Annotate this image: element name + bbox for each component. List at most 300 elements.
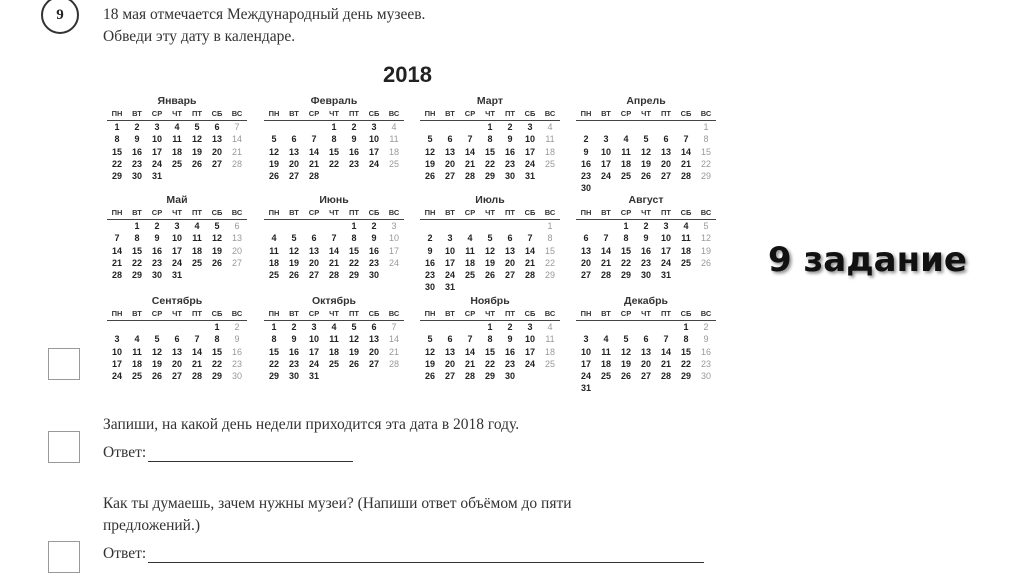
day-cell[interactable]: 4 xyxy=(331,322,337,332)
day-cell[interactable]: 11 xyxy=(329,334,339,345)
day-cell[interactable]: 5 xyxy=(427,334,433,345)
day-cell[interactable]: 15 xyxy=(700,146,711,157)
day-cell[interactable]: 24 xyxy=(524,158,535,169)
day-cell[interactable]: 19 xyxy=(268,158,279,169)
day-cell[interactable]: 6 xyxy=(447,134,453,145)
day-cell[interactable]: 14 xyxy=(660,346,671,357)
day-cell[interactable]: 18 xyxy=(191,245,202,256)
day-cell[interactable]: 18 xyxy=(680,245,691,256)
day-cell[interactable]: 27 xyxy=(444,171,455,182)
day-cell[interactable]: 23 xyxy=(424,270,435,281)
day-cell[interactable]: 21 xyxy=(524,257,535,268)
day-cell[interactable]: 5 xyxy=(271,134,277,145)
day-cell[interactable]: 8 xyxy=(547,233,553,244)
day-cell[interactable]: 25 xyxy=(328,358,339,369)
day-cell[interactable]: 30 xyxy=(368,270,379,281)
day-cell[interactable]: 6 xyxy=(234,221,240,231)
day-cell[interactable]: 26 xyxy=(348,358,359,369)
day-cell[interactable]: 31 xyxy=(171,270,182,281)
day-cell[interactable]: 8 xyxy=(487,134,493,145)
day-cell[interactable]: 20 xyxy=(444,358,455,369)
day-cell[interactable]: 8 xyxy=(683,334,689,345)
day-cell[interactable]: 7 xyxy=(527,233,533,244)
day-cell[interactable]: 9 xyxy=(507,334,513,345)
day-cell[interactable]: 30 xyxy=(151,270,162,281)
day-cell[interactable]: 12 xyxy=(424,346,435,357)
day-cell[interactable]: 17 xyxy=(524,146,535,157)
day-cell[interactable]: 26 xyxy=(424,371,435,382)
day-cell[interactable]: 27 xyxy=(231,257,242,268)
day-cell[interactable]: 21 xyxy=(680,158,691,169)
day-cell[interactable]: 7 xyxy=(683,134,689,145)
day-cell[interactable]: 21 xyxy=(191,358,202,369)
day-cell[interactable]: 12 xyxy=(268,146,279,157)
day-cell[interactable]: 29 xyxy=(620,270,631,281)
day-cell[interactable]: 10 xyxy=(444,245,455,256)
day-cell[interactable]: 1 xyxy=(331,122,337,132)
day-cell[interactable]: 2 xyxy=(427,233,433,244)
day-cell[interactable]: 17 xyxy=(524,346,535,357)
day-cell[interactable]: 10 xyxy=(171,233,182,244)
day-cell[interactable]: 7 xyxy=(234,122,240,132)
day-cell[interactable]: 16 xyxy=(504,346,515,357)
day-cell[interactable]: 24 xyxy=(111,371,122,382)
day-cell[interactable]: 9 xyxy=(351,134,357,145)
day-cell[interactable]: 28 xyxy=(111,270,122,281)
day-cell[interactable]: 24 xyxy=(308,358,319,369)
day-cell[interactable]: 14 xyxy=(464,346,475,357)
day-cell[interactable]: 10 xyxy=(660,233,671,244)
day-cell[interactable]: 2 xyxy=(291,322,297,332)
day-cell[interactable]: 10 xyxy=(111,346,122,357)
day-cell[interactable]: 4 xyxy=(174,122,180,132)
task2-answer-line[interactable] xyxy=(148,546,704,563)
day-cell[interactable]: 26 xyxy=(424,171,435,182)
day-cell[interactable]: 3 xyxy=(527,322,533,332)
day-cell[interactable]: 8 xyxy=(487,334,493,345)
day-cell[interactable]: 22 xyxy=(484,358,495,369)
day-cell[interactable]: 24 xyxy=(151,158,162,169)
day-cell[interactable]: 26 xyxy=(620,371,631,382)
day-cell[interactable]: 11 xyxy=(389,134,399,145)
day-cell[interactable]: 28 xyxy=(600,270,611,281)
day-cell[interactable]: 24 xyxy=(600,171,611,182)
day-cell[interactable]: 23 xyxy=(348,158,359,169)
day-cell[interactable]: 21 xyxy=(111,257,122,268)
day-cell[interactable]: 15 xyxy=(328,146,339,157)
day-cell[interactable]: 6 xyxy=(311,233,317,244)
day-cell[interactable]: 12 xyxy=(191,134,202,145)
day-cell[interactable]: 5 xyxy=(643,134,649,145)
day-cell[interactable]: 18 xyxy=(620,158,631,169)
day-cell[interactable]: 11 xyxy=(172,134,182,145)
day-cell[interactable]: 2 xyxy=(154,221,160,231)
day-cell[interactable]: 4 xyxy=(391,122,397,132)
day-cell[interactable]: 25 xyxy=(191,257,202,268)
day-cell[interactable]: 3 xyxy=(154,122,160,132)
day-cell[interactable]: 25 xyxy=(131,371,142,382)
day-cell[interactable]: 12 xyxy=(211,233,222,244)
day-cell[interactable]: 19 xyxy=(151,358,162,369)
day-cell[interactable]: 6 xyxy=(583,233,589,244)
day-cell[interactable]: 7 xyxy=(194,334,200,345)
day-cell[interactable]: 18 xyxy=(544,346,555,357)
day-cell[interactable]: 5 xyxy=(427,134,433,145)
day-cell[interactable]: 20 xyxy=(504,257,515,268)
day-cell[interactable]: 26 xyxy=(211,257,222,268)
day-cell[interactable]: 11 xyxy=(545,134,555,145)
day-cell[interactable]: 18 xyxy=(171,146,182,157)
answer-box-2[interactable] xyxy=(48,431,80,463)
day-cell[interactable]: 2 xyxy=(351,122,357,132)
day-cell[interactable]: 25 xyxy=(171,158,182,169)
day-cell[interactable]: 17 xyxy=(151,146,162,157)
day-cell[interactable]: 29 xyxy=(211,371,222,382)
day-cell[interactable]: 11 xyxy=(545,334,555,345)
day-cell[interactable]: 28 xyxy=(680,171,691,182)
day-cell[interactable]: 5 xyxy=(194,122,200,132)
day-cell[interactable]: 29 xyxy=(111,171,122,182)
day-cell[interactable]: 11 xyxy=(681,233,691,244)
day-cell[interactable]: 13 xyxy=(288,146,299,157)
day-cell[interactable]: 14 xyxy=(191,346,202,357)
day-cell[interactable]: 8 xyxy=(331,134,337,145)
day-cell[interactable]: 14 xyxy=(680,146,691,157)
day-cell[interactable]: 25 xyxy=(388,158,399,169)
day-cell[interactable]: 1 xyxy=(114,122,120,132)
day-cell[interactable]: 10 xyxy=(600,146,611,157)
day-cell[interactable]: 28 xyxy=(660,371,671,382)
day-cell[interactable]: 30 xyxy=(288,371,299,382)
day-cell[interactable]: 22 xyxy=(620,257,631,268)
day-cell[interactable]: 31 xyxy=(524,171,535,182)
day-cell[interactable]: 30 xyxy=(700,371,711,382)
day-cell[interactable]: 21 xyxy=(308,158,319,169)
day-cell[interactable]: 19 xyxy=(484,257,495,268)
day-cell[interactable]: 5 xyxy=(703,221,709,231)
day-cell[interactable]: 28 xyxy=(388,358,399,369)
day-cell[interactable]: 28 xyxy=(464,171,475,182)
day-cell[interactable]: 12 xyxy=(700,233,711,244)
day-cell[interactable]: 14 xyxy=(524,245,535,256)
day-cell[interactable]: 12 xyxy=(484,245,495,256)
day-cell[interactable]: 9 xyxy=(703,334,709,345)
day-cell[interactable]: 17 xyxy=(388,245,399,256)
day-cell[interactable]: 1 xyxy=(134,221,140,231)
day-cell[interactable]: 14 xyxy=(308,146,319,157)
day-cell[interactable]: 24 xyxy=(524,358,535,369)
day-cell[interactable]: 2 xyxy=(134,122,140,132)
day-cell[interactable]: 18 xyxy=(268,257,279,268)
day-cell[interactable]: 21 xyxy=(231,146,242,157)
day-cell[interactable]: 16 xyxy=(640,245,651,256)
day-cell[interactable]: 17 xyxy=(444,257,455,268)
day-cell[interactable]: 8 xyxy=(351,233,357,244)
day-cell[interactable]: 28 xyxy=(308,171,319,182)
day-cell[interactable]: 19 xyxy=(620,358,631,369)
day-cell[interactable]: 4 xyxy=(623,134,629,145)
day-cell[interactable]: 29 xyxy=(484,171,495,182)
day-cell[interactable]: 26 xyxy=(700,257,711,268)
day-cell[interactable]: 16 xyxy=(131,146,142,157)
day-cell[interactable]: 9 xyxy=(583,146,589,157)
day-cell[interactable]: 22 xyxy=(700,158,711,169)
day-cell[interactable]: 24 xyxy=(368,158,379,169)
day-cell[interactable]: 11 xyxy=(132,346,142,357)
day-cell[interactable]: 1 xyxy=(547,221,553,231)
day-cell[interactable]: 31 xyxy=(444,282,455,293)
day-cell[interactable]: 20 xyxy=(368,346,379,357)
day-cell[interactable]: 27 xyxy=(444,371,455,382)
day-cell[interactable]: 20 xyxy=(171,358,182,369)
day-cell[interactable]: 3 xyxy=(311,322,317,332)
day-cell[interactable]: 27 xyxy=(288,171,299,182)
day-cell[interactable]: 18 xyxy=(544,146,555,157)
day-cell[interactable]: 19 xyxy=(424,358,435,369)
day-cell[interactable]: 10 xyxy=(368,134,379,145)
day-cell[interactable]: 15 xyxy=(544,245,555,256)
day-cell[interactable]: 12 xyxy=(151,346,162,357)
day-cell[interactable]: 15 xyxy=(211,346,222,357)
day-cell[interactable]: 27 xyxy=(171,371,182,382)
day-cell[interactable]: 14 xyxy=(231,134,242,145)
day-cell[interactable]: 1 xyxy=(487,122,493,132)
day-cell[interactable]: 13 xyxy=(444,146,455,157)
day-cell[interactable]: 9 xyxy=(134,134,140,145)
day-cell[interactable]: 19 xyxy=(191,146,202,157)
day-cell[interactable]: 6 xyxy=(291,134,297,145)
day-cell[interactable]: 16 xyxy=(231,346,242,357)
day-cell[interactable]: 21 xyxy=(464,358,475,369)
day-cell[interactable]: 23 xyxy=(580,171,591,182)
day-cell[interactable]: 7 xyxy=(663,334,669,345)
day-cell[interactable]: 12 xyxy=(620,346,631,357)
day-cell[interactable]: 13 xyxy=(660,146,671,157)
day-cell[interactable]: 9 xyxy=(291,334,297,345)
day-cell[interactable]: 13 xyxy=(504,245,515,256)
day-cell[interactable]: 30 xyxy=(424,282,435,293)
day-cell[interactable]: 17 xyxy=(368,146,379,157)
day-cell[interactable]: 2 xyxy=(583,134,589,145)
day-cell[interactable]: 29 xyxy=(680,371,691,382)
day-cell[interactable]: 21 xyxy=(464,158,475,169)
day-cell[interactable]: 29 xyxy=(484,371,495,382)
day-cell[interactable]: 3 xyxy=(527,122,533,132)
day-cell[interactable]: 13 xyxy=(640,346,651,357)
day-cell[interactable]: 22 xyxy=(211,358,222,369)
day-cell[interactable]: 4 xyxy=(134,334,140,345)
day-cell[interactable]: 22 xyxy=(328,158,339,169)
answer-box-3[interactable] xyxy=(48,541,80,573)
day-cell[interactable]: 7 xyxy=(331,233,337,244)
day-cell[interactable]: 28 xyxy=(191,371,202,382)
day-cell[interactable]: 12 xyxy=(348,334,359,345)
day-cell[interactable]: 8 xyxy=(623,233,629,244)
day-cell[interactable]: 23 xyxy=(131,158,142,169)
day-cell[interactable]: 25 xyxy=(544,158,555,169)
day-cell[interactable]: 19 xyxy=(424,158,435,169)
day-cell[interactable]: 1 xyxy=(271,322,277,332)
day-cell[interactable]: 22 xyxy=(484,158,495,169)
day-cell[interactable]: 22 xyxy=(111,158,122,169)
day-cell[interactable]: 27 xyxy=(640,371,651,382)
day-cell[interactable]: 11 xyxy=(465,245,475,256)
day-cell[interactable]: 23 xyxy=(368,257,379,268)
day-cell[interactable]: 31 xyxy=(660,270,671,281)
day-cell[interactable]: 3 xyxy=(174,221,180,231)
day-cell[interactable]: 15 xyxy=(131,245,142,256)
day-cell[interactable]: 4 xyxy=(271,233,277,244)
day-cell[interactable]: 10 xyxy=(308,334,319,345)
day-cell[interactable]: 6 xyxy=(507,233,513,244)
day-cell[interactable]: 9 xyxy=(427,245,433,256)
day-cell[interactable]: 8 xyxy=(214,334,220,345)
day-cell[interactable]: 23 xyxy=(231,358,242,369)
day-cell[interactable]: 13 xyxy=(444,346,455,357)
day-cell[interactable]: 6 xyxy=(663,134,669,145)
day-cell[interactable]: 10 xyxy=(580,346,591,357)
day-cell[interactable]: 9 xyxy=(154,233,160,244)
day-cell[interactable]: 15 xyxy=(680,346,691,357)
day-cell[interactable]: 11 xyxy=(621,146,631,157)
day-cell[interactable]: 3 xyxy=(391,221,397,231)
day-cell[interactable]: 2 xyxy=(371,221,377,231)
day-cell[interactable]: 6 xyxy=(174,334,180,345)
day-cell[interactable]: 24 xyxy=(171,257,182,268)
day-cell[interactable]: 6 xyxy=(643,334,649,345)
day-cell[interactable]: 11 xyxy=(601,346,611,357)
day-cell[interactable]: 16 xyxy=(368,245,379,256)
day-cell[interactable]: 11 xyxy=(192,233,202,244)
day-cell[interactable]: 4 xyxy=(603,334,609,345)
day-cell[interactable]: 5 xyxy=(623,334,629,345)
day-cell[interactable]: 30 xyxy=(640,270,651,281)
day-cell[interactable]: 30 xyxy=(131,171,142,182)
day-cell[interactable]: 19 xyxy=(640,158,651,169)
day-cell[interactable]: 2 xyxy=(507,122,513,132)
day-cell[interactable]: 21 xyxy=(600,257,611,268)
day-cell[interactable]: 16 xyxy=(700,346,711,357)
day-cell[interactable]: 20 xyxy=(444,158,455,169)
day-cell[interactable]: 17 xyxy=(308,346,319,357)
day-cell[interactable]: 15 xyxy=(348,245,359,256)
day-cell[interactable]: 28 xyxy=(464,371,475,382)
day-cell[interactable]: 2 xyxy=(643,221,649,231)
day-cell[interactable]: 29 xyxy=(268,371,279,382)
day-cell[interactable]: 5 xyxy=(154,334,160,345)
day-cell[interactable]: 8 xyxy=(703,134,709,145)
day-cell[interactable]: 21 xyxy=(328,257,339,268)
day-cell[interactable]: 15 xyxy=(620,245,631,256)
day-cell[interactable]: 13 xyxy=(231,233,242,244)
day-cell[interactable]: 9 xyxy=(371,233,377,244)
day-cell[interactable]: 11 xyxy=(269,245,279,256)
day-cell[interactable]: 7 xyxy=(114,233,120,244)
day-cell[interactable]: 13 xyxy=(580,245,591,256)
day-cell[interactable]: 10 xyxy=(388,233,399,244)
day-cell[interactable]: 3 xyxy=(583,334,589,345)
day-cell[interactable]: 21 xyxy=(660,358,671,369)
day-cell[interactable]: 3 xyxy=(447,233,453,244)
day-cell[interactable]: 22 xyxy=(131,257,142,268)
day-cell[interactable]: 27 xyxy=(580,270,591,281)
day-cell[interactable]: 13 xyxy=(211,134,222,145)
day-cell[interactable]: 6 xyxy=(447,334,453,345)
day-cell[interactable]: 9 xyxy=(234,334,240,345)
day-cell[interactable]: 14 xyxy=(111,245,122,256)
day-cell[interactable]: 19 xyxy=(348,346,359,357)
day-cell[interactable]: 19 xyxy=(700,245,711,256)
day-cell[interactable]: 14 xyxy=(388,334,399,345)
day-cell[interactable]: 6 xyxy=(371,322,377,332)
day-cell[interactable]: 20 xyxy=(288,158,299,169)
day-cell[interactable]: 2 xyxy=(703,322,709,332)
day-cell[interactable]: 21 xyxy=(388,346,399,357)
day-cell[interactable]: 3 xyxy=(663,221,669,231)
day-cell[interactable]: 4 xyxy=(547,122,553,132)
day-cell[interactable]: 7 xyxy=(467,334,473,345)
day-cell[interactable]: 4 xyxy=(547,322,553,332)
day-cell[interactable]: 7 xyxy=(467,134,473,145)
day-cell[interactable]: 27 xyxy=(211,158,222,169)
day-cell[interactable]: 18 xyxy=(388,146,399,157)
day-cell[interactable]: 29 xyxy=(131,270,142,281)
day-cell[interactable]: 30 xyxy=(504,171,515,182)
day-cell[interactable]: 18 xyxy=(328,346,339,357)
day-cell[interactable]: 8 xyxy=(271,334,277,345)
day-cell[interactable]: 5 xyxy=(291,233,297,244)
day-cell[interactable]: 15 xyxy=(268,346,279,357)
day-cell[interactable]: 31 xyxy=(308,371,319,382)
day-cell[interactable]: 4 xyxy=(683,221,689,231)
day-cell[interactable]: 3 xyxy=(603,134,609,145)
day-cell[interactable]: 25 xyxy=(620,171,631,182)
day-cell[interactable]: 28 xyxy=(328,270,339,281)
day-cell[interactable]: 23 xyxy=(151,257,162,268)
day-cell[interactable]: 16 xyxy=(424,257,435,268)
day-cell[interactable]: 14 xyxy=(328,245,339,256)
day-cell[interactable]: 1 xyxy=(703,122,709,132)
day-cell[interactable]: 20 xyxy=(308,257,319,268)
day-cell[interactable]: 2 xyxy=(507,322,513,332)
day-cell[interactable]: 9 xyxy=(507,134,513,145)
day-cell[interactable]: 15 xyxy=(484,146,495,157)
day-cell[interactable]: 17 xyxy=(171,245,182,256)
day-cell[interactable]: 18 xyxy=(600,358,611,369)
day-cell[interactable]: 4 xyxy=(467,233,473,244)
day-cell[interactable]: 1 xyxy=(683,322,689,332)
day-cell[interactable]: 23 xyxy=(504,158,515,169)
day-cell[interactable]: 24 xyxy=(444,270,455,281)
day-cell[interactable]: 22 xyxy=(544,257,555,268)
day-cell[interactable]: 26 xyxy=(268,171,279,182)
day-cell[interactable]: 26 xyxy=(288,270,299,281)
day-cell[interactable]: 19 xyxy=(288,257,299,268)
day-cell[interactable]: 1 xyxy=(214,322,220,332)
day-cell[interactable]: 16 xyxy=(151,245,162,256)
day-cell[interactable]: 22 xyxy=(680,358,691,369)
day-cell[interactable]: 24 xyxy=(388,257,399,268)
day-cell[interactable]: 25 xyxy=(544,358,555,369)
day-cell[interactable]: 12 xyxy=(288,245,299,256)
day-cell[interactable]: 14 xyxy=(464,146,475,157)
day-cell[interactable]: 18 xyxy=(464,257,475,268)
day-cell[interactable]: 16 xyxy=(580,158,591,169)
day-cell[interactable]: 25 xyxy=(600,371,611,382)
day-cell[interactable]: 25 xyxy=(680,257,691,268)
task1-answer-line[interactable] xyxy=(148,445,353,462)
day-cell[interactable]: 8 xyxy=(114,134,120,145)
